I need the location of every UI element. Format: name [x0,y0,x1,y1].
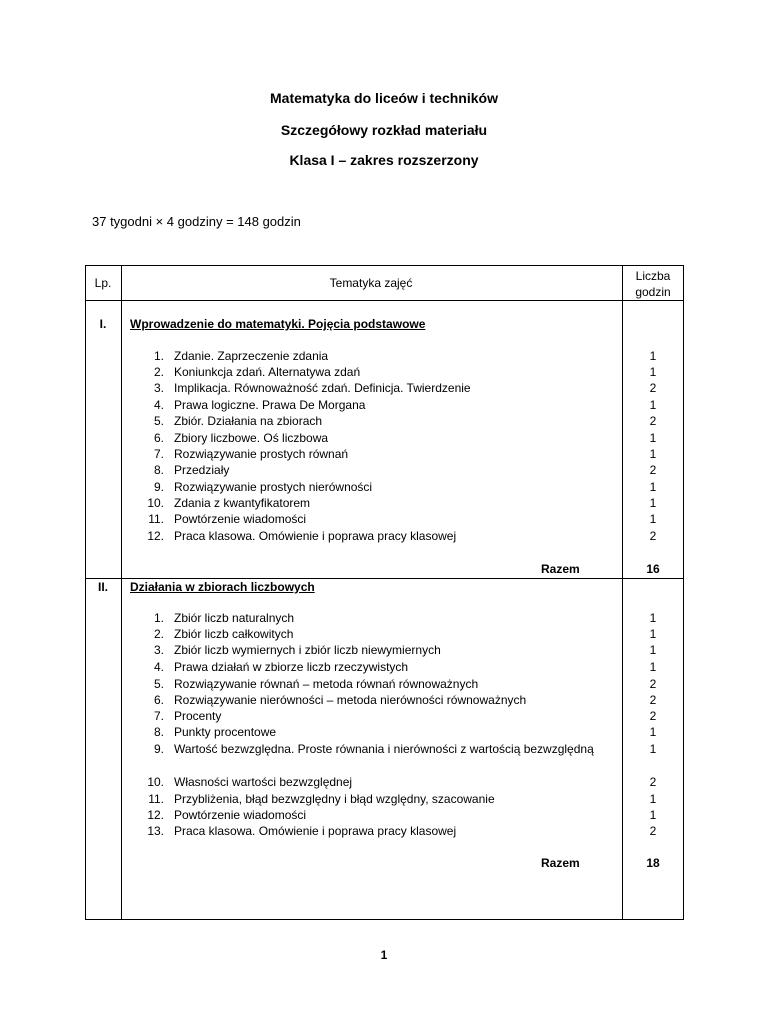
header-hours [622,268,684,300]
document-subtitle: Szczegółowy rozkład materiału [280,122,488,138]
list-item: 8. Przedziały 2 [153,463,657,477]
list-item: 11. Przybliżenia, błąd bezwzględny i błąd względny, szacowanie 1 [148,792,657,806]
list-item: 8. Punkty procentowe 1 [153,725,657,739]
class-line: Klasa I – zakres rozszerzony [289,152,479,168]
section-title: Działania w zbiorach liczbowych [130,580,315,594]
table-border-top [85,265,684,266]
list-item: 5. Rozwiązywanie równań – metoda równań równoważnych 2 [153,677,657,691]
table-section-divider [85,578,684,579]
section-number: II. [97,580,108,594]
hours-summary: 37 tygodni × 4 godziny = 148 godzin [92,214,301,229]
header-hours-line2: godzin [635,285,671,299]
section-total-value: 16 [646,562,660,576]
section-number: I. [99,317,107,331]
list-item: 9. Wartość bezwzględna. Proste równania i nierówności z wartością bezwzględną 1 [153,742,657,756]
list-item: 2. Zbiór liczb całkowitych 1 [153,627,657,641]
header-hours-line1: Liczba [635,269,671,283]
table-divider-lp [121,265,122,920]
list-item: 3. Zbiór liczb wymiernych i zbiór liczb niewymiernych 1 [153,643,657,657]
list-item: 7. Rozwiązywanie prostych równań 1 [153,447,657,461]
list-item: 12. Powtórzenie wiadomości 1 [147,808,657,822]
list-item: 10. Własności wartości bezwzględnej 2 [147,775,657,789]
list-item: 1. Zbiór liczb naturalnych 1 [153,611,657,625]
list-item: 4. Prawa działań w zbiorze liczb rzeczywistych 1 [153,660,657,674]
header-topic: Tematyka zajęć [329,276,413,290]
list-item: 3. Implikacja. Równoważność zdań. Definicja. Twierdzenie 2 [153,381,657,395]
list-item: 12. Praca klasowa. Omówienie i poprawa pracy klasowej 2 [147,529,657,543]
list-item: 4. Prawa logiczne. Prawa De Morgana 1 [153,398,657,412]
page-number: 1 [380,948,388,962]
section-total-value: 18 [646,856,660,870]
list-item: 5. Zbiór. Działania na zbiorach 2 [153,414,657,428]
list-item: 1. Zdanie. Zaprzeczenie zdania 1 [153,349,657,363]
list-item: 6. Rozwiązywanie nierówności – metoda nierówności równoważnych 2 [153,693,657,707]
list-item: 13. Praca klasowa. Omówienie i poprawa pracy klasowej 2 [147,824,657,838]
table-border-bottom [85,919,684,920]
section-total-label: Razem [541,856,580,870]
document-title: Matematyka do liceów i techników [270,90,498,106]
list-item: 2. Koniunkcja zdań. Alternatywa zdań 1 [153,365,657,379]
header-lp: Lp. [94,276,112,290]
list-item: 6. Zbiory liczbowe. Oś liczbowa 1 [153,431,657,445]
list-item: 10. Zdania z kwantyfikatorem 1 [147,496,657,510]
list-item: 9. Rozwiązywanie prostych nierówności 1 [153,480,657,494]
section-total-label: Razem [541,562,580,576]
table-header-divider [85,300,684,301]
list-item: 7. Procenty 2 [153,709,657,723]
list-item: 11. Powtórzenie wiadomości 1 [148,512,657,526]
section-title: Wprowadzenie do matematyki. Pojęcia podstawowe [130,317,426,331]
